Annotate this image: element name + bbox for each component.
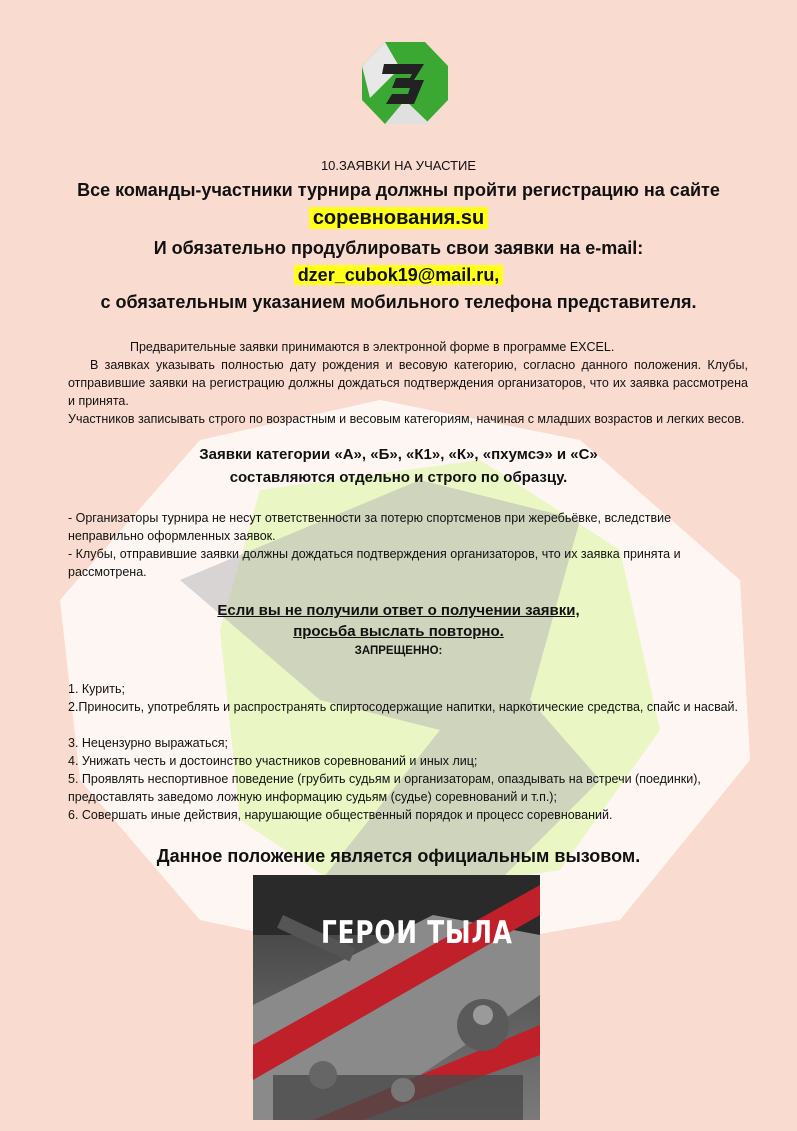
paragraph-order: Участников записывать строго по возрастным и весовым категориям, начиная с младших возрастов и легких весов. (68, 412, 745, 426)
email-link[interactable]: dzer_cubok19@mail.ru, (294, 265, 504, 285)
note-draw: - Организаторы турнира не несут ответственности за потерю спортсменов при жеребьёвке, вследствие неправильно оформленных заявок. (68, 511, 672, 543)
official-call: Данное положение является официальным вызовом. (156, 846, 641, 866)
forbidden-item: 3. Нецензурно выражаться; (68, 736, 229, 750)
organizer-logo-icon (360, 38, 450, 128)
note-confirm: - Клубы, отправившие заявки должны дождаться подтверждения организаторов, что их заявка принята и рассмотрена. (68, 547, 681, 579)
poster-artwork (253, 875, 540, 1120)
forbidden-item: 6. Совершать иные действия, нарушающие общественный порядок и процесс соревнований. (68, 808, 613, 822)
registration-line: Все команды-участники турнира должны пройти регистрацию на сайте (77, 180, 720, 200)
forbidden-title: ЗАПРЕЩЕННО: (354, 645, 443, 657)
forbidden-item: 1. Курить; (68, 682, 125, 696)
poster-title: ГЕРОИ ТЫЛА (321, 915, 513, 951)
categories-line-2: составляются отдельно и строго по образцу. (229, 469, 568, 486)
forbidden-item: 5. Проявлять неспортивное поведение (грубить судьям и организаторам, опаздывать на встречи (поединки), предоставлять заведомо ложную информацию судьям (судье) соревнований и т.п.); (68, 772, 701, 804)
forbidden-item: 4. Унижать честь и достоинство участников соревнований и иных лиц; (68, 754, 478, 768)
resend-line-1: Если вы не получили ответ о получении заявки, (217, 602, 580, 619)
forbidden-item: 2.Приносить, употреблять и распространять спиртосодержащие напитки, наркотические средства, спайс и насвай. (68, 700, 739, 714)
email-line: И обязательно продублировать свои заявки на e-mail: (153, 238, 644, 258)
heroes-poster-image (253, 875, 540, 1120)
paragraph-excel: Предварительные заявки принимаются в электронной форме в программе EXCEL. (130, 340, 615, 354)
categories-line-1: Заявки категории «А», «Б», «К1», «К», «пхумсэ» и «С» (199, 446, 598, 463)
section-title: 10.ЗАЯВКИ НА УЧАСТИЕ (320, 158, 477, 173)
site-link[interactable]: соревнования.su (309, 207, 488, 229)
paragraph-birthdate: В заявках указывать полностью дату рождения и весовую категорию, согласно данного положения. Клубы, отправившие заявки на регистрацию должны дождаться подтверждения организаторов, что их заявка рассмотрена и принята. (68, 358, 748, 408)
phone-line: с обязательным указанием мобильного телефона представителя. (100, 292, 697, 312)
resend-line-2: просьба выслать повторно. (293, 623, 504, 640)
